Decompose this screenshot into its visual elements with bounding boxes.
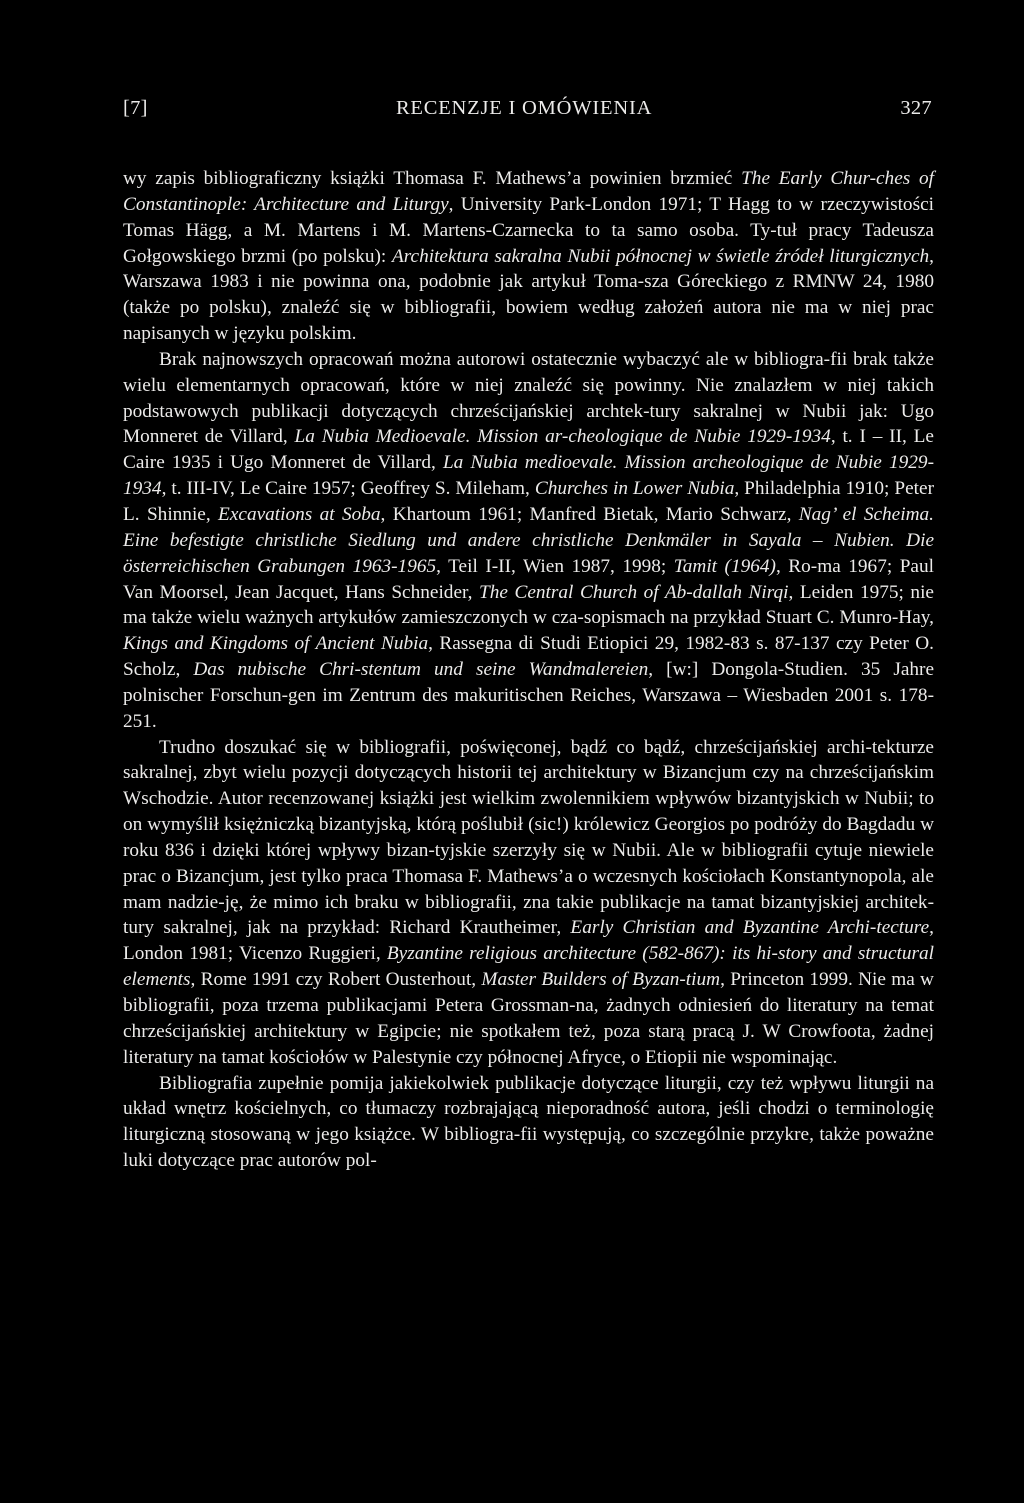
text-run: , University Park-London 1971; T Hagg to w rzeczywistości Tomas Hägg, a M. Martens i M. Martens-Czarnecka to ta samo osoba. Ty-tuł pracy Tadeusza Gołgowskiego brzmi (po polsku): — [123, 193, 934, 267]
text-run: , t. III-IV, Le Caire 1957; Geoffrey S. Mileham, — [161, 478, 535, 500]
paragraph — [123, 347, 934, 735]
running-title: RECENZJE I OMÓWIENIA — [395, 97, 653, 119]
text-run: , Rome 1991 czy Robert Ousterhout, — [190, 969, 482, 991]
text-run: , [w:] Dongola-Studien. 35 Jahre polnischer Forschun-gen im Zentrum des makuritischen Reiches, Warszawa – Wiesbaden 2001 s. 178-251. — [123, 659, 935, 732]
paragraph — [123, 1071, 934, 1174]
italic-title-text: Das nubische Chri-stentum und seine Wandmalereien — [193, 659, 649, 681]
italic-title-text: Excavations at Soba — [218, 503, 381, 525]
body-text — [123, 166, 934, 1174]
text-run: wy zapis bibliograficzny książki Thomasa F. Mathews’a powinien brzmieć — [123, 168, 742, 189]
italic-title-text: Kings and Kingdoms of Ancient Nubia — [123, 633, 429, 655]
text-run: , London 1981; Vicenzo Ruggieri, — [123, 917, 934, 965]
text-run: , Leiden 1975; nie ma także wielu ważnych artykułów zamieszczonych w cza-sopismach na przykład Stuart C. Munro-Hay, — [123, 581, 934, 629]
page-number: 327 — [900, 97, 932, 119]
italic-title-text: Nag’ el Scheima. Eine befestigte christliche Siedlung und andere christliche Denkmäler in Sayala – Nubien. Die österreichischen Grabungen 1963-1965 — [123, 503, 934, 577]
italic-title-text: The Early Chur-ches of Constantinople: Architecture and Liturgy — [123, 168, 934, 215]
running-header — [123, 97, 932, 120]
text-run: , t. I – II, Le Caire 1935 i Ugo Monneret de Villard, — [123, 426, 934, 474]
italic-title-text: Tamit (1964) — [673, 555, 776, 577]
italic-title-text: Byzantine religious architecture (582-867): its hi-story and structural elements — [123, 943, 934, 991]
text-run: Brak najnowszych opracowań można autorowi ostatecznie wybaczyć ale w bibliogra-fii brak także wielu elementarnych opracowań, które w niej znaleźć się powinny. Nie znalazłem w niej takich podstawowych publikacji dotyczących chrześcijańskiej archtek-tury sakralnej w Nubii jak: Ugo Monneret de Villard, — [123, 348, 934, 448]
text-run: , Princeton 1999. Nie ma w bibliografii, poza trzema publikacjami Petera Grossman-na, żadnych odniesień do literatury na temat chrześcijańskiej architektury w Egipcie; nie spotkałem też, poza starą pracą J. W Crowfoota, żadnej literatury na tamat kościołów w Palestynie czy północnej Afryce, o Etiopii nie wspominając. — [123, 969, 934, 1068]
text-run: , Warszawa 1983 i nie powinna ona, podobnie jak artykuł Toma-sza Góreckiego z RMNW 24, 1980 (także po polsku), znaleźć się w bibliografii, bowiem według założeń autora nie ma w niej prac napisanych w języku polskim. — [123, 245, 934, 345]
italic-title-text: Master Builders of Byzan-tium — [481, 969, 721, 991]
text-run: , Rassegna di Studi Etiopici 29, 1982-83 s. 87-137 czy Peter O. Scholz, — [123, 633, 934, 681]
paragraph — [123, 166, 934, 347]
text-run: , Ro-ma 1967; Paul Van Moorsel, Jean Jacquet, Hans Schneider, — [123, 555, 934, 603]
italic-title-text: La Nubia Medioevale. Mission ar-cheologique de Nubie 1929-1934 — [294, 426, 831, 448]
italic-title-text: La Nubia medioevale. Mission archeologique de Nubie 1929-1934 — [123, 452, 934, 500]
italic-title-text: Architektura sakralna Nubii północnej w świetle źródeł liturgicznych — [391, 245, 930, 267]
italic-title-text: Churches in Lower Nubia — [534, 478, 735, 500]
text-run: , Philadelphia 1910; Peter L. Shinnie, — [123, 478, 934, 525]
italic-title-text: Early Christian and Byzantine Archi-tecture — [570, 917, 930, 939]
italic-title-text: The Central Church of Ab-dallah Nirqi — [479, 581, 789, 603]
section-number: [7] — [123, 97, 148, 119]
text-run: Bibliografia zupełnie pomija jakiekolwiek publikacje dotyczące liturgii, czy też wpływu liturgii na układ wnętrz kościelnych, co tłumaczy rozbrajającą nieporadność autora, jeśli chodzi o terminologię liturgiczną stosowaną w jego książce. W bibliogra-fii występują, co szczególnie przykre, także poważne luki dotyczące prac autorów pol- — [123, 1072, 934, 1172]
text-run: , Teil I-II, Wien 1987, 1998; — [436, 555, 674, 577]
paragraph — [123, 735, 934, 1071]
text-run: Trudno doszukać się w bibliografii, poświęconej, bądź co bądź, chrześcijańskiej archi-tekturze sakralnej, zbyt wielu pozycji dotyczących historii tej architektury w Bizancjum czy na chrześcijańskim Wschodzie. Autor recenzowanej książki jest wielkim zwolennikiem wpływów bizantyjskich w Nubii; to on wymyślił księżniczką bizantyjską, którą poślubił (sic!) królewicz Georgios po podróży do Bagdadu w roku 836 i dzięki której wpływy bizan-tyjskie szerzyły się w Nubii. Ale w bibliografii cytuje niewiele prac o Bizancjum, jest tylko praca Thomasa F. Mathews’a o wczesnych kościołach Konstantynopola, ale mam nadzie-ję, że mimo ich braku w bibliografii, zna takie publikacje na tamat bizantyjskiej architek-tury sakralnej, jak na przykład: Richard Krautheimer, — [123, 736, 934, 939]
text-run: , Khartoum 1961; Manfred Bietak, Mario Schwarz, — [380, 503, 799, 525]
